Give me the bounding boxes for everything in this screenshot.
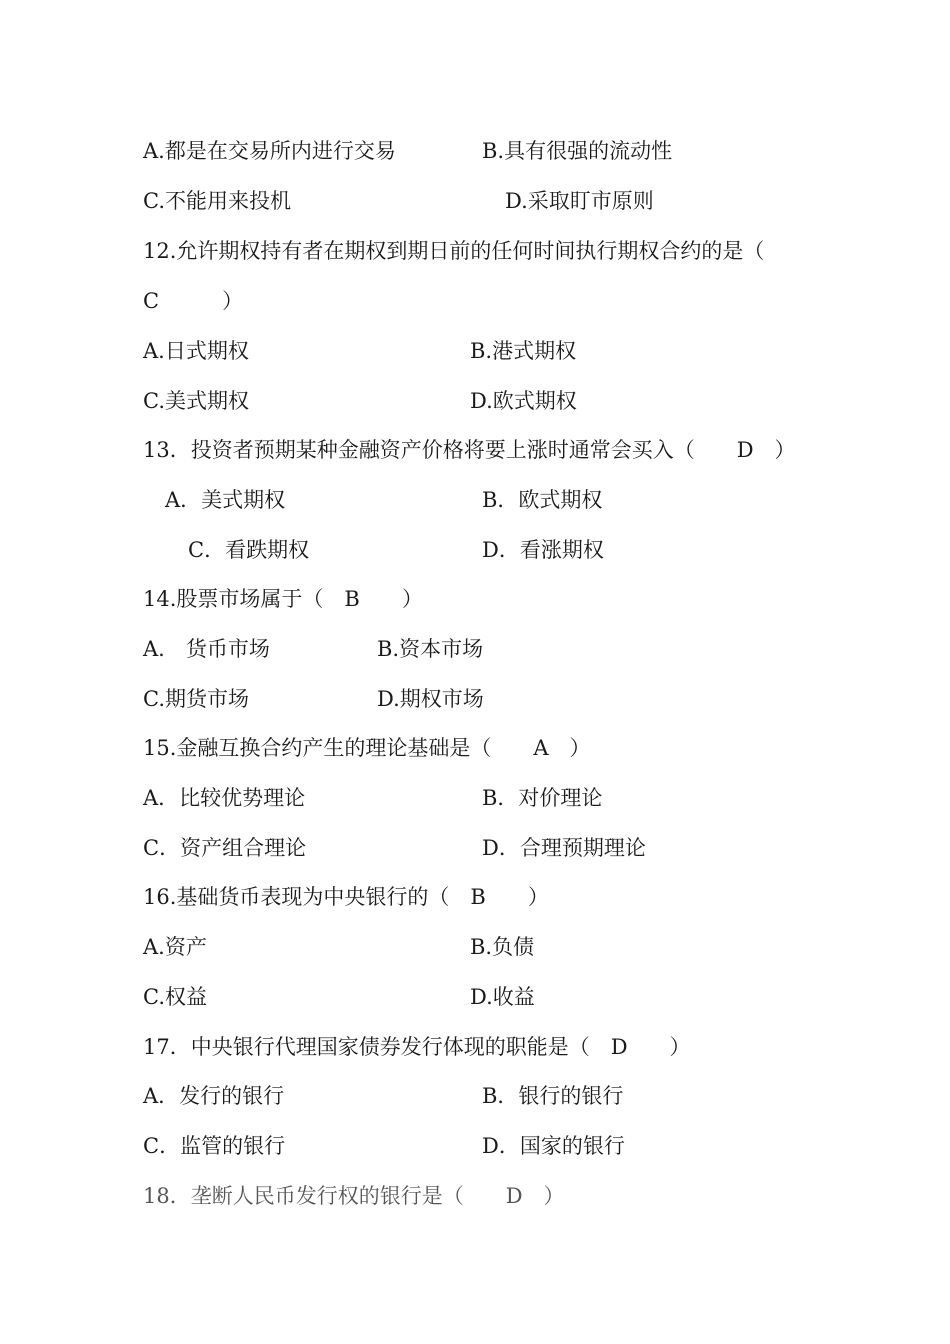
question-text: 17．中央银行代理国家债券发行体现的职能是（ D ） — [143, 1035, 691, 1059]
question-text: 15.金融互换合约产生的理论基础是（ A ） — [143, 736, 591, 760]
option-c: C．资产组合理论 — [143, 836, 307, 860]
question-text: 14.股票市场属于（ B ） — [143, 587, 423, 611]
option-b: B.资本市场 — [377, 637, 484, 661]
option-d: D．国家的银行 — [482, 1134, 625, 1158]
option-c: C.不能用来投机 — [143, 189, 291, 213]
answer-text: C ） — [143, 289, 244, 313]
option-d: D.收益 — [470, 985, 535, 1009]
option-a: A.资产 — [143, 935, 207, 959]
option-b: B．对价理论 — [482, 786, 603, 810]
option-b: B．银行的银行 — [482, 1084, 624, 1108]
option-b: B.港式期权 — [470, 339, 577, 363]
question-text: 16.基础货币表现为中央银行的（ B ） — [143, 885, 549, 909]
option-c: C.美式期权 — [143, 389, 249, 413]
option-a: A. 货币市场 — [143, 637, 270, 661]
option-a: A．美式期权 — [165, 488, 286, 512]
option-d: D.期权市场 — [377, 687, 484, 711]
option-a: A.都是在交易所内进行交易 — [143, 139, 396, 163]
question-text: 13．投资者预期某种金融资产价格将要上涨时通常会买入（ D ） — [143, 438, 796, 462]
option-d: D．合理预期理论 — [482, 836, 646, 860]
option-d: D．看涨期权 — [482, 538, 604, 562]
option-a: A．发行的银行 — [143, 1084, 285, 1108]
option-c: C．监管的银行 — [143, 1134, 286, 1158]
question-text: 18．垄断人民币发行权的银行是（ D ） — [143, 1184, 565, 1208]
option-c: C.权益 — [143, 985, 207, 1009]
option-b: B.负债 — [470, 935, 535, 959]
question-text: 12.允许期权持有者在期权到期日前的任何时间执行期权合约的是（ — [143, 239, 765, 263]
option-d: D.欧式期权 — [470, 389, 577, 413]
option-a: A.日式期权 — [143, 339, 249, 363]
option-c: C．看跌期权 — [188, 538, 310, 562]
option-b: B．欧式期权 — [482, 488, 603, 512]
option-d: D.采取盯市原则 — [505, 189, 654, 213]
option-c: C.期货市场 — [143, 687, 249, 711]
option-a: A．比较优势理论 — [143, 786, 306, 810]
option-b: B.具有很强的流动性 — [482, 139, 673, 163]
